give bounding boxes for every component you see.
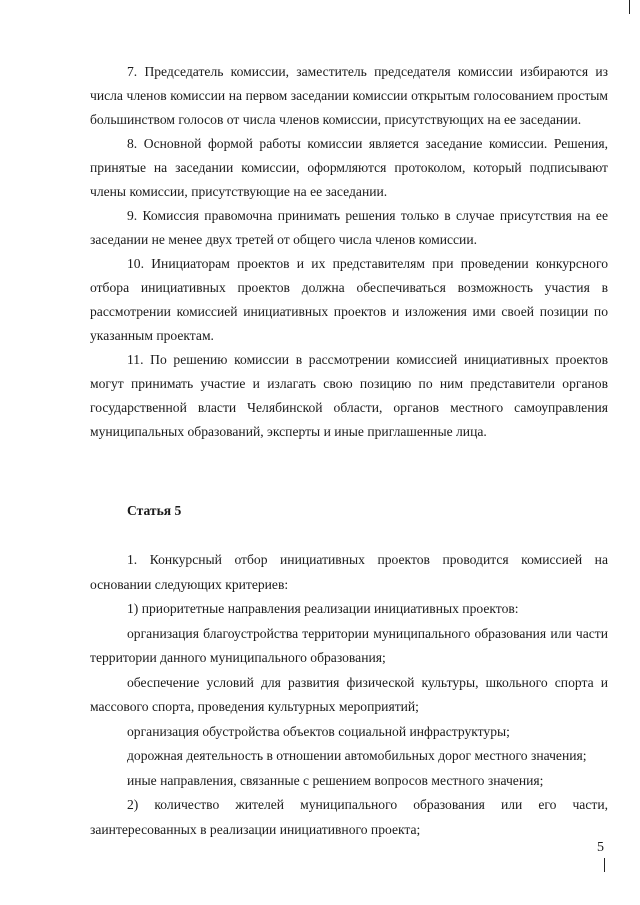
scan-edge-mark-bottom	[604, 858, 605, 872]
paragraph-11: 11. По решению комиссии в рассмотрении комиссией инициативных проектов могут принимать участие и излагать свою позицию по ним представители органов государственной власти Челябинской области, органов местного самоуправления муниципальных образований, эксперты и иные приглашенные лица.	[90, 352, 608, 439]
page-number: 5	[597, 840, 604, 855]
direction-sports-culture: обеспечение условий для развития физической культуры, школьного спорта и массового спорта, проведения культурных мероприятий;	[90, 674, 608, 714]
direction-landscaping: организация благоустройства территории муниципального образования или части территории данного муниципального образования;	[90, 625, 608, 665]
paragraph-8: 8. Основной формой работы комиссии является заседание комиссии. Решения, принятые на заседании комиссии, оформляются протоколом, который подписывают члены комиссии, присутствующие на ее заседании.	[90, 136, 608, 199]
direction-social-infrastructure: организация обустройства объектов социальной инфраструктуры;	[127, 723, 510, 739]
criterion-2: 2) количество жителей муниципального образования или его части, заинтересованных в реализации инициативного проекта;	[90, 797, 608, 837]
scan-edge-mark-top	[629, 0, 630, 14]
paragraph-9: 9. Комиссия правомочна принимать решения только в случае присутствия на ее заседании не менее двух третей от общего числа членов комиссии.	[90, 208, 608, 247]
article-5-heading: Статья 5	[127, 503, 182, 518]
criteria-intro: 1. Конкурсный отбор инициативных проектов проводится комиссией на основании следующих критериев:	[90, 552, 608, 592]
criterion-1: 1) приоритетные направления реализации инициативных проектов:	[127, 601, 519, 616]
article-4-continuation	[90, 60, 608, 444]
direction-other: иные направления, связанные с решением вопросов местного значения;	[127, 772, 544, 788]
paragraph-7: 7. Председатель комиссии, заместитель председателя комиссии избираются из числа членов комиссии на первом заседании комиссии открытым голосованием простым большинством голосов от числа членов комиссии, присутствующих на ее заседании.	[90, 64, 608, 127]
paragraph-10: 10. Инициаторам проектов и их представителям при проведении конкурсного отбора инициативных проектов должна обеспечиваться возможность участия в рассмотрении комиссией инициативных проектов и изложения ими своей позиции по указанным проектам.	[90, 256, 608, 343]
direction-roads: дорожная деятельность в отношении автомобильных дорог местного значения;	[127, 748, 587, 763]
article-5-body	[90, 548, 608, 842]
